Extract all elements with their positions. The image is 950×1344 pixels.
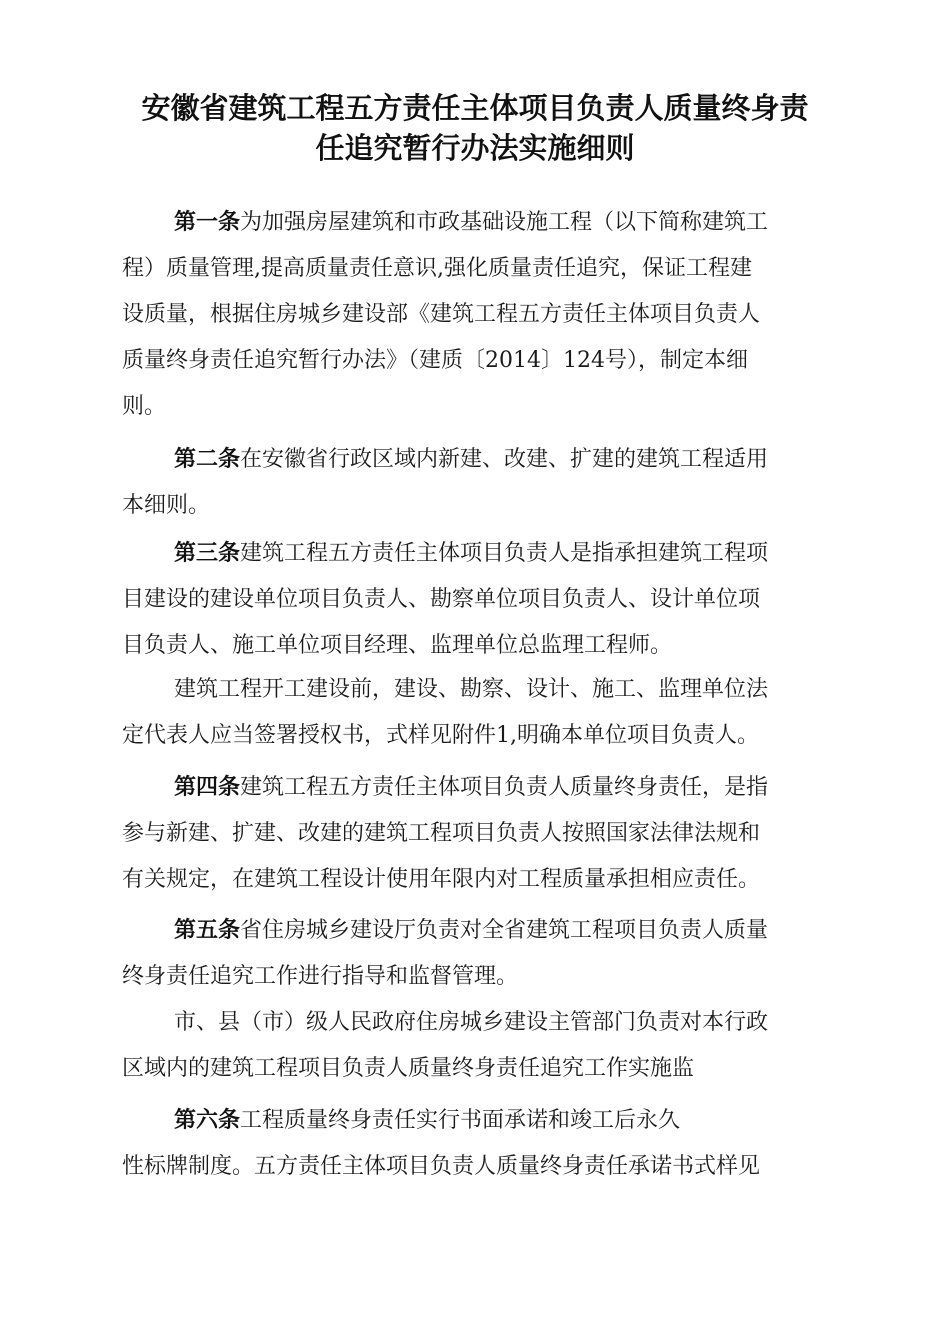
document-title-line-1: 安徽省建筑工程五方责任主体项目负责人质量终身责 (141, 91, 809, 125)
paragraph-line: 定代表人应当签署授权书，式样见附件1,明确本单位项目负责人。 (122, 723, 759, 748)
paragraph-line: 市、县（市）级人民政府住房城乡建设主管部门负责对本行政 (174, 1010, 769, 1035)
paragraph-line (122, 765, 822, 811)
article-3-paragraph-2 (122, 667, 822, 759)
paragraph-line: 终身责任追究工作进行指导和监督管理。 (122, 964, 519, 989)
document-title-line-2: 任追究暂行办法实施细则 (315, 131, 635, 165)
paragraph-text: 为加强房屋建筑和市政基础设施工程（以下简称建筑工 (240, 210, 769, 235)
article-5 (122, 908, 822, 1000)
paragraph-line: 质量终身责任追究暂行办法》（建质〔2014〕124号），制定本细 (122, 348, 748, 373)
paragraph-line: 本细则。 (122, 493, 211, 518)
article-lead: 第二条 (174, 447, 241, 472)
paragraph-text: 建筑工程五方责任主体项目负责人质量终身责任，是指 (240, 775, 769, 800)
article-4 (122, 765, 822, 903)
paragraph-line: 建筑工程开工建设前，建设、勘察、设计、施工、监理单位法 (174, 677, 769, 702)
paragraph-line: 程）质量管理,提高质量责任意识,强化质量责任追究，保证工程建 (122, 256, 752, 281)
paragraph-line (122, 1098, 822, 1144)
article-1 (122, 200, 822, 430)
article-lead: 第四条 (174, 775, 241, 800)
article-lead: 第一条 (174, 210, 241, 235)
paragraph-text: 省住房城乡建设厅负责对全省建筑工程项目负责人质量 (240, 918, 769, 943)
paragraph-line: 目负责人、施工单位项目经理、监理单位总监理工程师。 (122, 633, 673, 658)
paragraph-line: 区域内的建筑工程项目负责人质量终身责任追究工作实施监 (122, 1056, 695, 1081)
article-5-paragraph-2 (122, 1000, 822, 1092)
article-lead: 第五条 (174, 918, 241, 943)
paragraph-text: 建筑工程五方责任主体项目负责人是指承担建筑工程项 (240, 541, 769, 566)
paragraph-line: 设质量，根据住房城乡建设部《建筑工程五方责任主体项目负责人 (122, 302, 761, 327)
paragraph-text: 在安徽省行政区域内新建、改建、扩建的建筑工程适用 (240, 447, 769, 472)
article-lead: 第三条 (174, 541, 241, 566)
paragraph-line: 性标牌制度。五方责任主体项目负责人质量终身责任承诺书式样见 (122, 1154, 761, 1179)
paragraph-line: 目建设的建设单位项目负责人、勘察单位项目负责人、设计单位项 (122, 587, 761, 612)
paragraph-line: 有关规定，在建筑工程设计使用年限内对工程质量承担相应责任。 (122, 867, 761, 892)
article-2 (122, 437, 822, 529)
article-lead: 第六条 (174, 1108, 241, 1133)
paragraph-line: 参与新建、扩建、改建的建筑工程项目负责人按照国家法律法规和 (122, 821, 761, 846)
paragraph-line: 则。 (122, 394, 167, 419)
paragraph-line (122, 531, 822, 577)
paragraph-line (122, 437, 822, 483)
paragraph-line (122, 908, 822, 954)
paragraph-line (122, 200, 822, 246)
article-3 (122, 531, 822, 669)
paragraph-text: 工程质量终身责任实行书面承诺和竣工后永久 (240, 1108, 681, 1133)
article-6 (122, 1098, 822, 1190)
